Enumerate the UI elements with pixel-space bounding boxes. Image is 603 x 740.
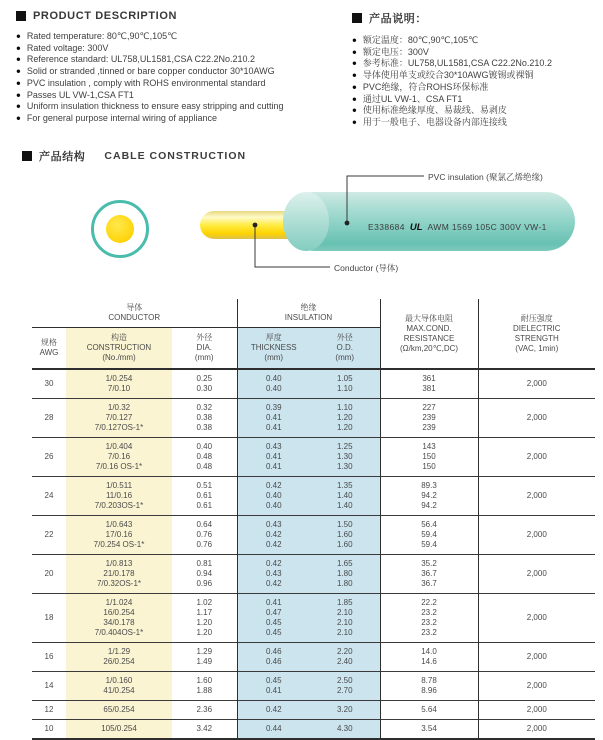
cell-od: 3.20 xyxy=(310,701,380,720)
bullet-text: 通过UL VW-1、CSA FT1 xyxy=(362,93,463,104)
bullet-icon: ● xyxy=(352,94,357,104)
bullet-text: 导体使用单支或绞合30*10AWG镀锡或裸铜 xyxy=(362,70,534,81)
bullet-text: 使用标准绝缘厚度、易裁线、易剥皮 xyxy=(362,105,507,116)
bullet-text: Solid or stranded ,tinned or bare copper conductor 30*10AWG xyxy=(26,66,275,77)
spec-table xyxy=(32,299,595,740)
cell-resistance: 14.0 14.6 xyxy=(380,643,478,672)
bullet-text: Rated voltage: 300V xyxy=(26,42,109,53)
cell-dielectric: 2,000 xyxy=(478,643,595,672)
cell-thickness: 0.42 xyxy=(237,701,310,720)
bullet-text: PVC绝缘，符合ROHS环保标准 xyxy=(362,81,489,92)
cell-resistance: 35.2 36.7 36.7 xyxy=(380,555,478,594)
table-row xyxy=(32,438,595,477)
construction-title-cn: 产品结构 xyxy=(39,151,86,163)
cell-dielectric: 2,000 xyxy=(478,438,595,477)
cell-resistance: 227 239 239 xyxy=(380,399,478,438)
table-row xyxy=(32,399,595,438)
cell-construction: 1/0.254 7/0.10 xyxy=(66,369,172,399)
header-conductor-group: 导体 CONDUCTOR xyxy=(32,299,237,328)
cell-od: 2.20 2.40 xyxy=(310,643,380,672)
section-title-text: PRODUCT DESCRIPTION xyxy=(33,10,178,22)
cell-thickness: 0.44 xyxy=(237,720,310,740)
bullet-text: Passes UL VW-1,CSA FT1 xyxy=(26,89,134,100)
cell-awg: 14 xyxy=(44,681,54,690)
section-title-text: 产品说明： xyxy=(369,13,427,25)
cell-thickness: 0.45 0.41 xyxy=(237,672,310,701)
bullet-icon: ● xyxy=(16,78,21,88)
bullet-icon: ● xyxy=(16,101,21,111)
cell-dielectric: 2,000 xyxy=(478,594,595,643)
cell-awg: 22 xyxy=(44,530,54,539)
conductor-label: Conductor (导体) xyxy=(334,263,399,273)
ul-logo-icon: UL xyxy=(409,221,423,233)
cell-resistance: 22.2 23.2 23.2 23.2 xyxy=(380,594,478,643)
bullet-text: 额定电压：300V xyxy=(362,46,429,57)
cell-resistance: 8.78 8.96 xyxy=(380,672,478,701)
bullet-icon: ● xyxy=(16,90,21,100)
cell-construction: 65/0.254 xyxy=(66,701,172,720)
table-row xyxy=(32,720,595,740)
cell-resistance: 89.3 94.2 94.2 xyxy=(380,477,478,516)
header-max-resistance: 最大导体电阻 MAX.COND. RESISTANCE (Ω/km,20℃,DC) xyxy=(380,299,478,369)
cell-awg: 24 xyxy=(44,491,54,500)
table-row xyxy=(32,477,595,516)
cell-dielectric: 2,000 xyxy=(478,701,595,720)
cell-construction: 1/0.813 21/0.178 7/0.32OS-1* xyxy=(66,555,172,594)
table-row xyxy=(32,643,595,672)
bullet-icon: ● xyxy=(16,43,21,53)
bullet-icon: ● xyxy=(352,117,357,127)
cell-thickness: 0.46 0.46 xyxy=(237,643,310,672)
cell-awg: 10 xyxy=(44,724,54,733)
pvc-insulation-label: PVC insulation (聚氯乙烯绝缘) xyxy=(428,172,543,182)
bullet-text: PVC insulation , comply with ROHS environmental standard xyxy=(26,77,266,88)
bullet-text: 额定温度：80℃,90℃,105℃ xyxy=(362,35,479,45)
bullet-icon: ● xyxy=(16,54,21,64)
bullet-text: Reference standard: UL758,UL1581,CSA C22.2No.210.2 xyxy=(26,54,255,65)
cell-thickness: 0.43 0.41 0.41 xyxy=(237,438,310,477)
bullet-text: Rated temperature: 80℃,90℃,105℃ xyxy=(26,31,178,41)
cell-dia: 0.81 0.94 0.96 xyxy=(196,559,213,588)
cell-dia: 1.29 1.49 xyxy=(196,647,213,666)
bullet-icon: ● xyxy=(352,58,357,68)
cell-thickness: 0.43 0.42 0.42 xyxy=(237,516,310,555)
cell-od: 1.85 2.10 2.10 2.10 xyxy=(310,594,380,643)
bullet-text: Uniform insulation thickness to ensure easy stripping and cutting xyxy=(26,101,284,112)
cell-od: 1.50 1.60 1.60 xyxy=(310,516,380,555)
cell-od: 2.50 2.70 xyxy=(310,672,380,701)
callout-lines xyxy=(0,0,603,290)
cell-construction: 1/1.29 26/0.254 xyxy=(66,643,172,672)
cell-awg: 28 xyxy=(44,413,54,422)
bullet-icon: ● xyxy=(352,82,357,92)
cell-dia: 2.36 xyxy=(196,705,213,714)
bullet-icon: ● xyxy=(16,66,21,76)
header-od: 外径 O.D. (mm) xyxy=(310,328,380,370)
bullet-icon: ● xyxy=(352,70,357,80)
cell-dielectric: 2,000 xyxy=(478,399,595,438)
cell-dia: 0.25 0.30 xyxy=(196,374,213,393)
cell-awg: 20 xyxy=(44,569,54,578)
bullet-icon: ● xyxy=(352,105,357,115)
cell-dia: 3.42 xyxy=(196,724,213,733)
construction-title-en: CABLE CONSTRUCTION xyxy=(104,150,247,162)
cell-construction: 1/0.643 17/0.16 7/0.254 OS-1* xyxy=(66,516,172,555)
cell-resistance: 361 381 xyxy=(380,369,478,399)
cable-spec-text: AWM 1569 105C 300V VW-1 xyxy=(427,222,547,232)
spec-table-body xyxy=(32,369,595,739)
cell-dia: 0.51 0.61 0.61 xyxy=(196,481,213,510)
cell-od: 1.35 1.40 1.40 xyxy=(310,477,380,516)
table-row xyxy=(32,369,595,399)
cell-od: 4.30 xyxy=(310,720,380,740)
cell-od: 1.65 1.80 1.80 xyxy=(310,555,380,594)
cell-dia: 0.64 0.76 0.76 xyxy=(196,520,213,549)
bullet-icon: ● xyxy=(352,47,357,57)
table-row xyxy=(32,701,595,720)
cell-construction: 1/0.404 7/0.16 7/0.16 OS-1* xyxy=(66,438,172,477)
cell-od: 1.10 1.20 1.20 xyxy=(310,399,380,438)
cell-thickness: 0.41 0.47 0.45 0.45 xyxy=(237,594,310,643)
bullet-text: For general purpose internal wiring of appliance xyxy=(26,112,217,123)
cell-od: 1.25 1.30 1.30 xyxy=(310,438,380,477)
cell-awg: 30 xyxy=(44,379,54,388)
cell-construction: 1/1.024 16/0.254 34/0.178 7/0.404OS-1* xyxy=(66,594,172,643)
cell-dia: 0.40 0.48 0.48 xyxy=(196,442,213,471)
header-thickness: 厚度 THICKNESS (mm) xyxy=(237,328,310,370)
cell-awg: 12 xyxy=(44,705,54,714)
cable-cert-number: E338684 xyxy=(368,222,405,232)
cell-thickness: 0.42 0.40 0.40 xyxy=(237,477,310,516)
cell-thickness: 0.42 0.43 0.42 xyxy=(237,555,310,594)
cell-construction: 1/0.160 41/0.254 xyxy=(66,672,172,701)
cell-dielectric: 2,000 xyxy=(478,477,595,516)
cell-dia: 0.32 0.38 0.38 xyxy=(196,403,213,432)
header-dia: 外径 DIA. (mm) xyxy=(194,333,214,362)
cell-dielectric: 2,000 xyxy=(478,516,595,555)
table-row xyxy=(32,516,595,555)
table-row xyxy=(32,555,595,594)
cell-dia: 1.60 1.88 xyxy=(196,676,213,695)
cell-dia: 1.02 1.17 1.20 1.20 xyxy=(196,598,213,637)
cell-construction: 1/0.511 11/0.16 7/0.203OS-1* xyxy=(66,477,172,516)
cell-awg: 16 xyxy=(44,652,54,661)
cell-thickness: 0.40 0.40 xyxy=(237,369,310,399)
cell-resistance: 56.4 59.4 59.4 xyxy=(380,516,478,555)
header-construction: 构造 CONSTRUCTION (No./mm) xyxy=(66,328,172,370)
table-row xyxy=(32,594,595,643)
cell-resistance: 5.64 xyxy=(380,701,478,720)
bullet-icon: ● xyxy=(16,31,21,41)
cell-thickness: 0.39 0.41 0.41 xyxy=(237,399,310,438)
bullet-icon: ● xyxy=(352,35,357,45)
cell-awg: 26 xyxy=(44,452,54,461)
bullet-text: 用于一般电子、电器设备内部连接线 xyxy=(362,116,507,127)
cell-resistance: 143 150 150 xyxy=(380,438,478,477)
cell-dielectric: 2,000 xyxy=(478,720,595,740)
header-awg: 规格 AWG xyxy=(39,338,59,357)
cell-construction: 105/0.254 xyxy=(66,720,172,740)
bullet-icon: ● xyxy=(16,113,21,123)
cell-construction: 1/0.32 7/0.127 7/0.127OS-1* xyxy=(66,399,172,438)
cell-dielectric: 2,000 xyxy=(478,369,595,399)
header-dielectric-strength: 耐压强度 DIELECTRIC STRENGTH (VAC, 1min) xyxy=(478,299,595,369)
cell-awg: 18 xyxy=(44,613,54,622)
bullet-text: 参考标准：UL758,UL1581,CSA C22.2No.210.2 xyxy=(362,58,552,69)
cell-dielectric: 2,000 xyxy=(478,555,595,594)
table-row xyxy=(32,672,595,701)
header-insulation-group: 绝缘 INSULATION xyxy=(237,299,380,328)
cell-od: 1.05 1.10 xyxy=(310,369,380,399)
table-group-header-row xyxy=(32,299,595,328)
cell-dielectric: 2,000 xyxy=(478,672,595,701)
cell-resistance: 3.54 xyxy=(380,720,478,740)
